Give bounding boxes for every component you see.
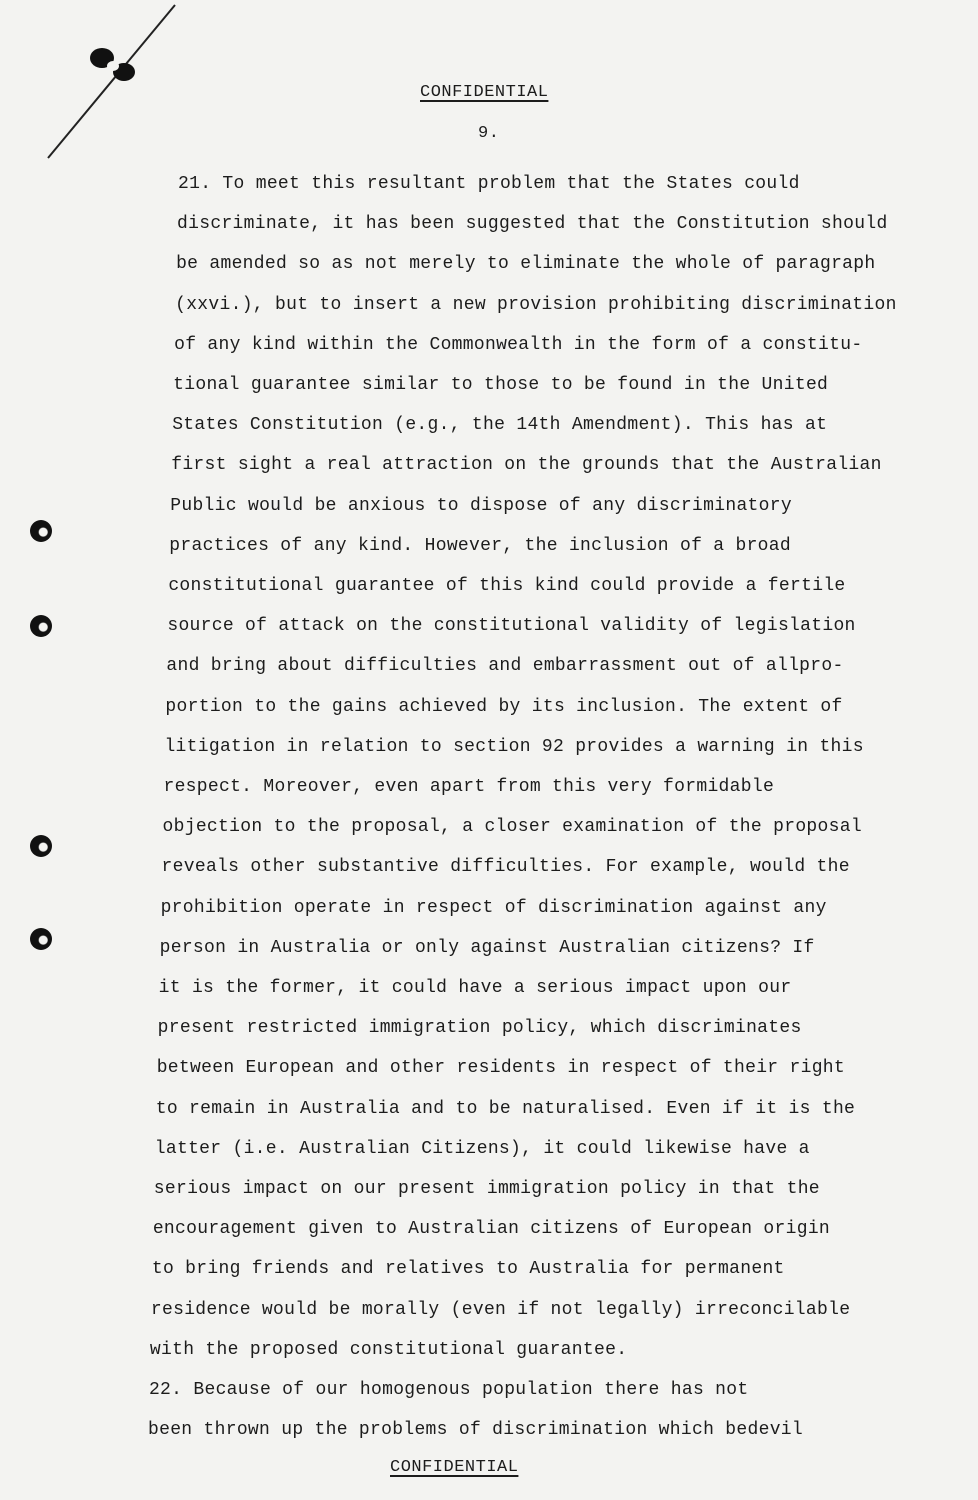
body-line: been thrown up the problems of discrimination which bedevil (148, 1420, 804, 1441)
body-line: to bring friends and relatives to Australia for permanent (151, 1259, 785, 1280)
body-line: portion to the gains achieved by its inclusion. The extent of (165, 696, 843, 717)
punch-hole (30, 520, 52, 542)
body-line: discriminate, it has been suggested that the Constitution should (177, 214, 888, 235)
body-line: respect. Moreover, even apart from this very formidable (163, 777, 775, 797)
body-line: States Constitution (e.g., the 14th Amendment). This has at (172, 415, 828, 436)
body-line: practices of any kind. However, the inclusion of a broad (169, 535, 791, 556)
body-line: 21. To meet this resultant problem that the States could (178, 174, 800, 194)
punch-hole (30, 615, 52, 637)
body-line: it is the former, it could have a serious impact upon our (158, 978, 792, 998)
body-line: serious impact on our present immigration policy in that the (153, 1179, 820, 1199)
body-line: present restricted immigration policy, which discriminates (157, 1018, 802, 1039)
body-line: of any kind within the Commonwealth in the form of a constitu- (174, 334, 863, 355)
body-line: with the proposed constitutional guarantee. (149, 1339, 628, 1360)
punch-hole (30, 835, 52, 857)
body-line: reveals other substantive difficulties. For example, would the (161, 857, 850, 878)
body-line: constitutional guarantee of this kind could provide a fertile (168, 576, 846, 596)
body-line: person in Australia or only against Australian citizens? If (159, 937, 815, 958)
classification-header: CONFIDENTIAL (420, 83, 549, 102)
body-line: objection to the proposal, a closer examination of the proposal (162, 817, 862, 838)
body-line: to remain in Australia and to be naturalised. Even if it is the (155, 1098, 856, 1119)
page-number: 9. (478, 124, 500, 143)
body-line: (xxvi.), but to insert a new provision prohibiting discrimination (175, 294, 897, 315)
body-line: litigation in relation to section 92 provides a warning in this (164, 736, 864, 757)
body-line: residence would be morally (even if not legally) irreconcilable (150, 1299, 851, 1320)
body-line: and bring about difficulties and embarrassment out of allpro- (166, 656, 844, 677)
body-line: 22. Because of our homogenous population there has not (148, 1380, 749, 1400)
body-line: latter (i.e. Australian Citizens), it could likewise have a (154, 1138, 810, 1159)
punch-hole (30, 928, 52, 950)
body-line: between European and other residents in respect of their right (156, 1058, 846, 1079)
classification-footer: CONFIDENTIAL (390, 1458, 519, 1477)
body-line: be amended so as not merely to eliminate the whole of paragraph (176, 254, 876, 275)
body-line: tional guarantee similar to those to be found in the United (173, 375, 829, 395)
body-line: first sight a real attraction on the grounds that the Australian (171, 455, 882, 476)
body-line: Public would be anxious to dispose of any discriminatory (170, 495, 792, 516)
body-line: source of attack on the constitutional validity of legislation (167, 616, 856, 637)
body-line: encouragement given to Australian citizens of European origin (152, 1219, 831, 1240)
body-line: prohibition operate in respect of discrimination against any (160, 897, 827, 918)
staple-mark-icon (40, 0, 200, 170)
